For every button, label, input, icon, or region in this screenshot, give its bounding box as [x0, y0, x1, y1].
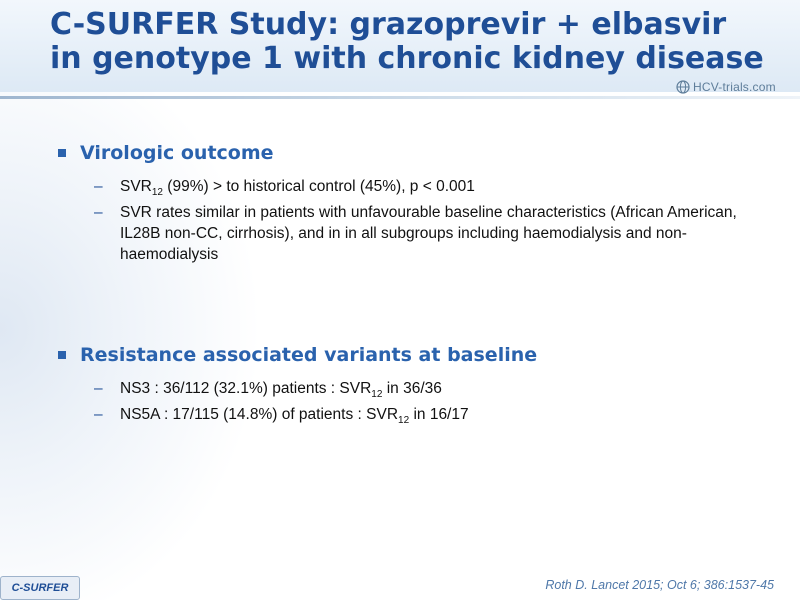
subscript: 12	[151, 187, 163, 199]
sub-bullet-svr-rates	[94, 202, 760, 265]
globe-icon	[676, 80, 690, 94]
sub-bullet-list	[58, 378, 760, 425]
subscript: 12	[398, 415, 410, 427]
section-virologic-outcome	[58, 142, 760, 270]
subscript: 12	[371, 389, 383, 401]
heading-text: Virologic outcome	[80, 142, 274, 164]
title-line-1: C-SURFER Study: grazoprevir + elbasvir	[50, 7, 727, 42]
dash-bullet-icon: –	[94, 178, 103, 195]
dash-bullet-icon: –	[94, 204, 103, 221]
text-before: NS3 : 36/112 (32.1%) patients : SVR	[120, 380, 372, 397]
study-badge: C-SURFER	[0, 576, 80, 600]
sub-bullet-ns5a	[94, 404, 760, 425]
dash-bullet-icon: –	[94, 406, 103, 423]
text-after: in 16/17	[409, 406, 469, 423]
sub-bullet-ns3	[94, 378, 760, 399]
sub-bullet-list	[58, 176, 760, 265]
heading-text: Resistance associated variants at baseline	[80, 344, 538, 366]
section-heading	[58, 142, 760, 164]
text-after: (99%) > to historical control (45%), p < 0.001	[163, 178, 475, 195]
section-resistance-variants	[58, 344, 760, 430]
square-bullet-icon	[58, 149, 66, 157]
hcv-trials-logo	[676, 78, 776, 96]
text-before: NS5A : 17/115 (14.8%) of patients : SVR	[120, 406, 399, 423]
text-after: in 36/36	[382, 380, 442, 397]
dash-bullet-icon: –	[94, 380, 103, 397]
slide-title	[50, 8, 780, 76]
text-before: SVR	[120, 178, 152, 195]
sub-bullet-svr12	[94, 176, 760, 197]
title-line-2: in genotype 1 with chronic kidney disease	[50, 41, 764, 76]
square-bullet-icon	[58, 351, 66, 359]
citation: Roth D. Lancet 2015; Oct 6; 386:1537-45	[545, 578, 774, 592]
text: SVR rates similar in patients with unfavourable baseline characteristics (African American, IL28B non-CC, cirrhosis), and in in all subgroups including haemodialysis and non-haemodialysis	[120, 204, 737, 263]
title-divider	[0, 96, 800, 99]
logo-text: HCV-trials.com	[693, 80, 776, 94]
section-heading	[58, 344, 760, 366]
